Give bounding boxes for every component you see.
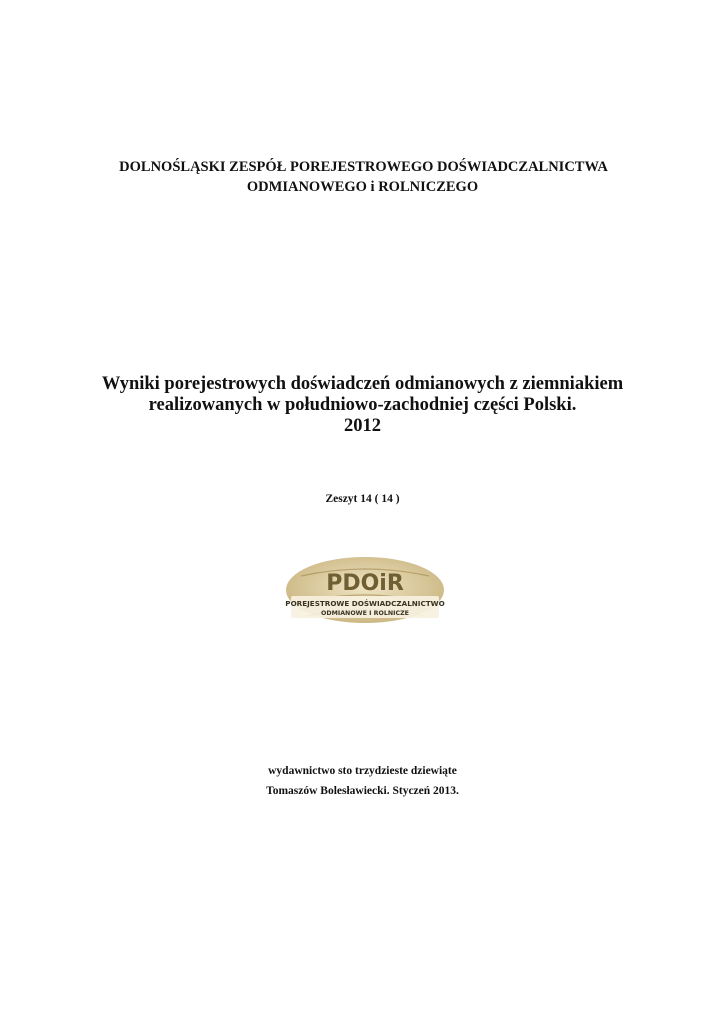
edition-note: wydawnictwo sto trzydzieste dziewiąte <box>268 765 457 777</box>
pdoir-logo <box>285 556 445 626</box>
place-date: Tomaszów Bolesławiecki. Styczeń 2013. <box>266 785 459 797</box>
report-title-line2: realizowanych w południowo-zachodniej części Polski. <box>148 395 577 415</box>
report-title-line1: Wyniki porejestrowych doświadczeń odmianowych z ziemniakiem <box>101 374 624 394</box>
publisher-header-line2: ODMIANOWEGO i ROLNICZEGO <box>246 179 479 195</box>
report-title <box>0 374 725 437</box>
pdoir-logo-graphic <box>285 556 445 626</box>
logo-line1: POREJESTROWE DOŚWIADCZALNICTWO <box>285 599 445 608</box>
report-year: 2012 <box>344 416 381 436</box>
issue-number: Zeszyt 14 ( 14 ) <box>325 493 400 505</box>
publisher-header <box>0 157 725 197</box>
publisher-header-line1: DOLNOŚLĄSKI ZESPÓŁ POREJESTROWEGO DOŚWIADCZALNICTWA <box>119 159 608 175</box>
logo-acronym: PDOiR <box>326 571 404 596</box>
logo-line2: ODMIANOWE I ROLNICZE <box>321 610 409 617</box>
